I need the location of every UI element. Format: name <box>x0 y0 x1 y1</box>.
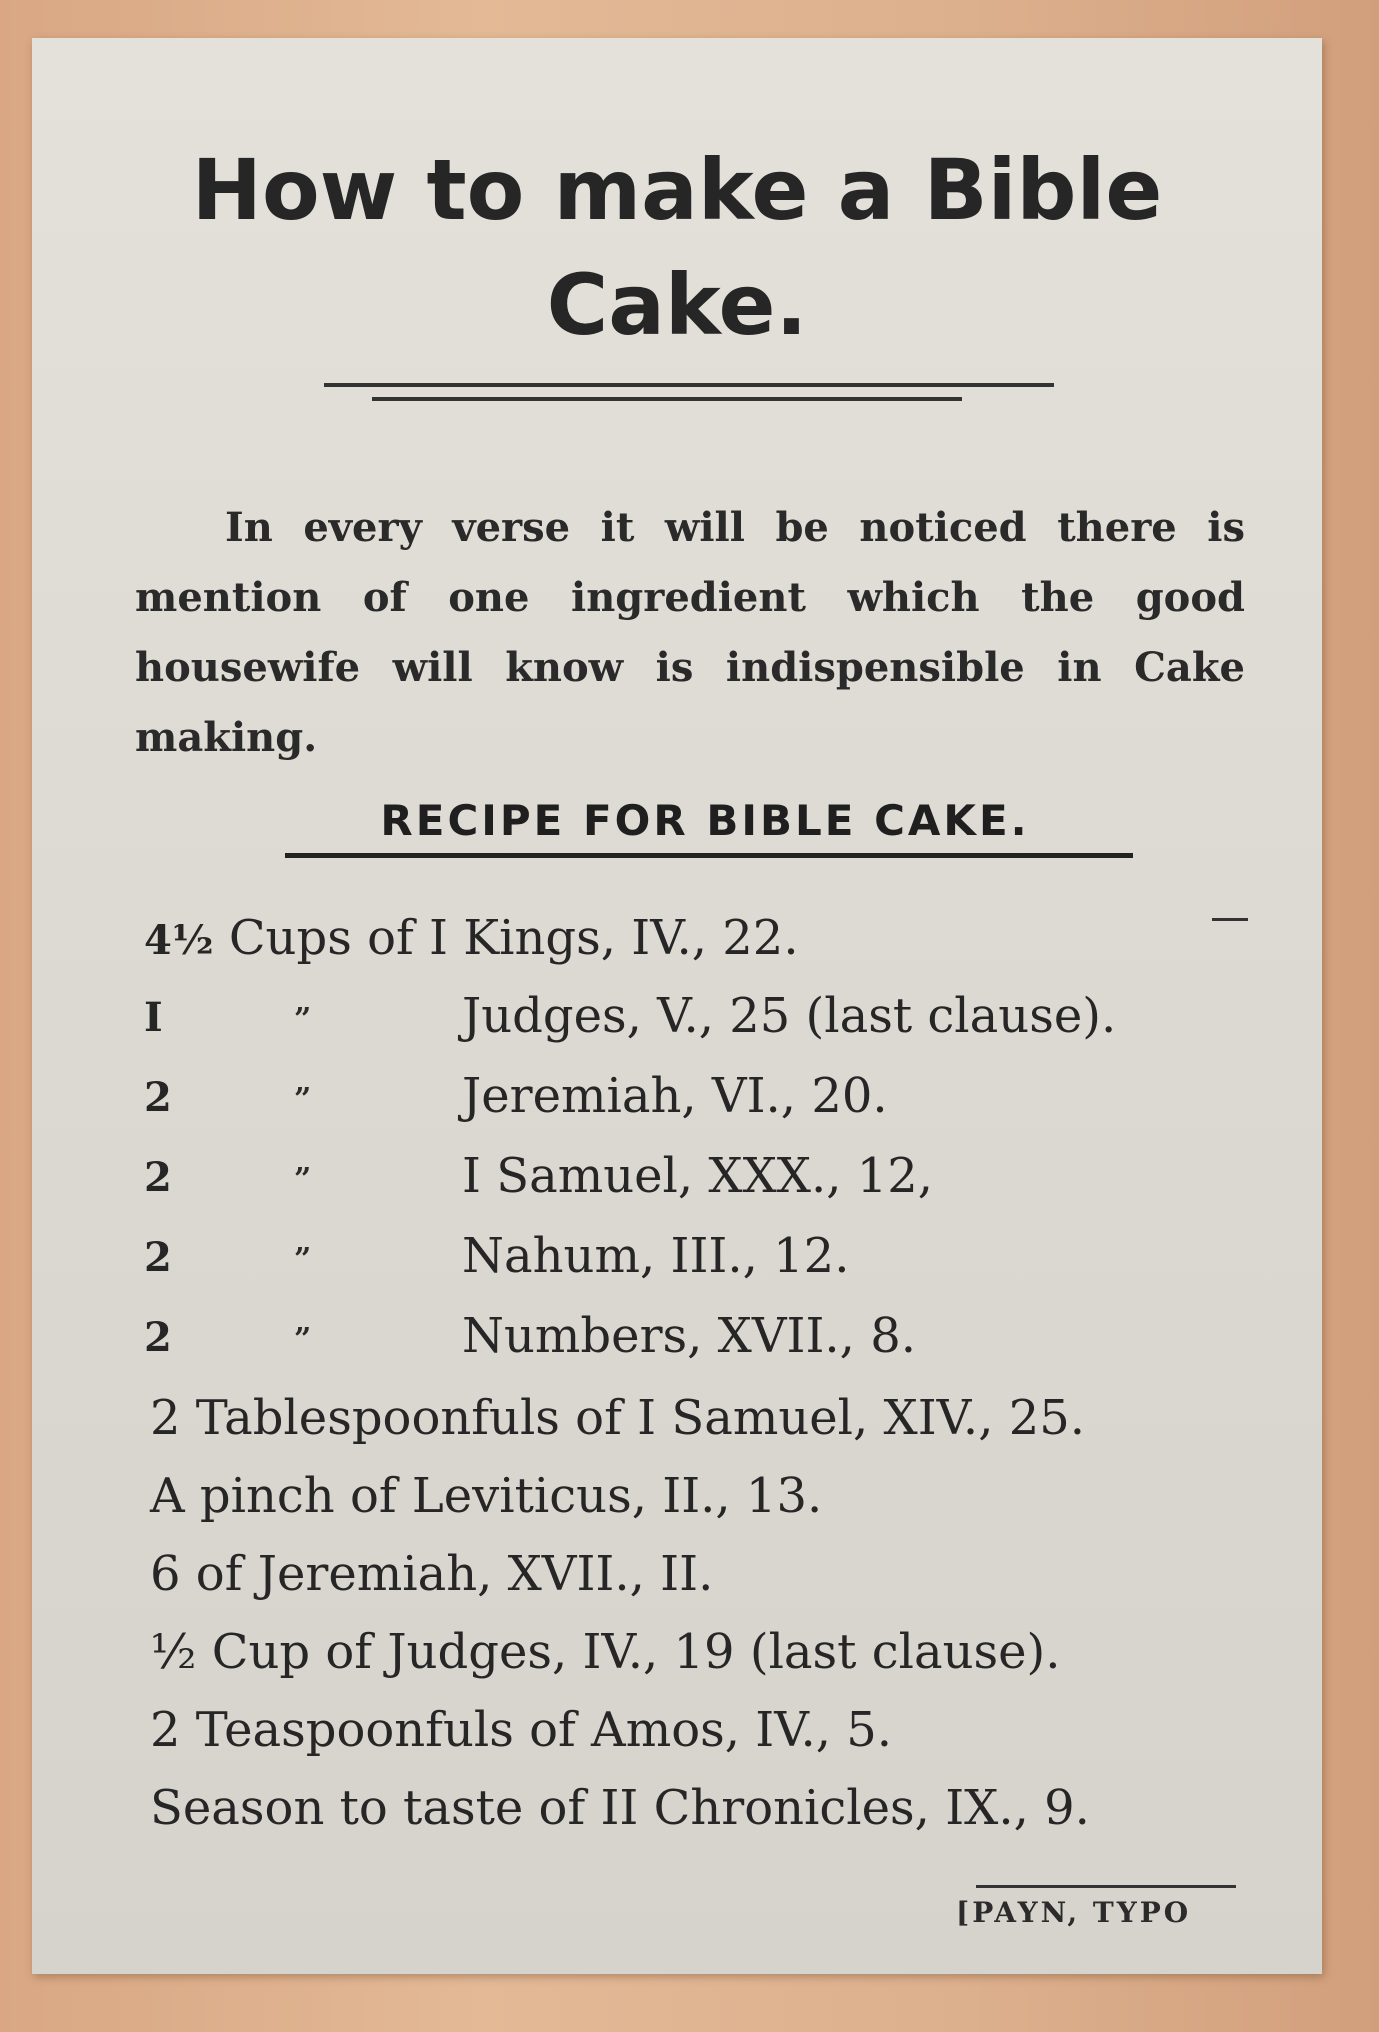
ingredient-line-5: 2 Teaspoonfuls of Amos, IV., 5. <box>150 1702 893 1758</box>
ingredient-row-1-qty: 4½ <box>144 917 214 964</box>
title-line-1: How to make a Bible <box>191 141 1163 239</box>
page-title <box>32 133 1322 363</box>
recipe-card <box>32 38 1322 1974</box>
title-line-2: Cake. <box>546 256 808 354</box>
ingredient-line-1: 2 Tablespoonfuls of I Samuel, XIV., 25. <box>150 1390 1086 1446</box>
printer-rule <box>976 1885 1236 1888</box>
ingredient-row-5-qty: 2 <box>144 1234 172 1281</box>
ingredient-line-4: ½ Cup of Judges, IV., 19 (last clause). <box>150 1624 1061 1680</box>
ingredient-row-2-ditto: ” <box>294 1002 312 1037</box>
intro-paragraph: In every verse it will be noticed there is mention of one ingredient which the good housewife will know is indispensible in Cake making. <box>135 504 1245 761</box>
ingredient-row-6-qty: 2 <box>144 1314 172 1361</box>
ingredient-line-2: A pinch of Leviticus, II., 13. <box>150 1468 823 1524</box>
recipe-heading-underline <box>285 853 1133 858</box>
ingredient-row-4-text: I Samuel, XXX., 12, <box>462 1148 934 1204</box>
ingredient-line-6: Season to taste of II Chronicles, IX., 9. <box>150 1780 1090 1836</box>
ingredient-row-3-qty: 2 <box>144 1074 172 1121</box>
ingredient-row-3-text: Jeremiah, VI., 20. <box>462 1068 888 1124</box>
ingredient-row-6-ditto: ” <box>294 1322 312 1357</box>
ingredient-row-1-text: Cups of I Kings, IV., 22. <box>228 910 799 966</box>
ingredient-row-6-text: Numbers, XVII., 8. <box>462 1308 916 1364</box>
ingredient-row-4-qty: 2 <box>144 1154 172 1201</box>
recipe-heading: RECIPE FOR BIBLE CAKE. <box>380 796 1030 845</box>
ingredient-row-5-ditto: ” <box>294 1242 312 1277</box>
ingredient-row-2-qty: I <box>144 994 163 1041</box>
ingredient-row-2-text: Judges, V., 25 (last clause). <box>462 988 1117 1044</box>
ingredient-row-3-ditto: ” <box>294 1082 312 1117</box>
ingredient-row-4-ditto: ” <box>294 1162 312 1197</box>
ingredient-line-3: 6 of Jeremiah, XVII., II. <box>150 1546 714 1602</box>
ingredient-row-5-text: Nahum, III., 12. <box>462 1228 850 1284</box>
title-divider-top <box>324 383 1054 387</box>
title-divider-bottom <box>372 397 962 401</box>
margin-dash <box>1212 918 1248 921</box>
printer-mark: [PAYN, TYPO <box>956 1896 1192 1929</box>
ingredient-row-1 <box>144 908 799 971</box>
